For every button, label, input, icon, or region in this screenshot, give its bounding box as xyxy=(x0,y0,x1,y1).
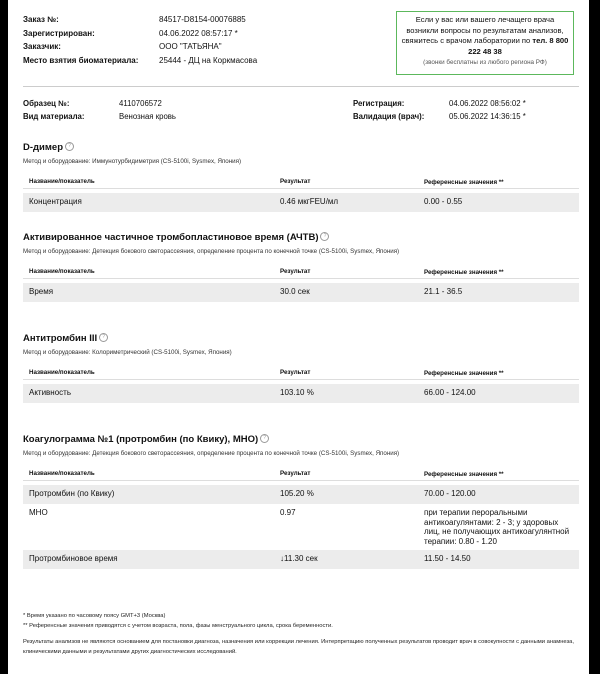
row-ref: 70.00 - 120.00 xyxy=(424,489,476,498)
footnotes xyxy=(23,612,579,657)
test-title xyxy=(23,434,579,445)
row-name: Концентрация xyxy=(29,197,82,206)
column-result-header: Результат xyxy=(280,178,311,185)
order-number-row xyxy=(23,13,257,27)
row-result: ↓11.30 сек xyxy=(280,554,318,563)
table-header xyxy=(23,268,579,279)
column-name-header: Название/показатель xyxy=(29,369,95,376)
customer-name: ООО "ТАТЬЯНА" xyxy=(159,42,222,51)
info-icon[interactable]: ? xyxy=(99,333,108,342)
footnote-reference: ** Референсные значения приводятся с учетом возраста, пола, фазы менструального цикла, срока беременности. xyxy=(23,622,333,629)
row-result: 0.97 xyxy=(280,508,296,517)
test-title-text: Антитромбин III xyxy=(23,333,98,344)
validation-label: Валидация (врач): xyxy=(353,112,425,121)
table-row xyxy=(23,384,579,403)
table-row xyxy=(23,193,579,212)
contact-box xyxy=(396,11,574,75)
row-result: 30.0 сек xyxy=(280,287,310,296)
customer-row xyxy=(23,40,257,54)
test-title-text: Коагулограмма №1 (протромбин (по Квику), МНО) xyxy=(23,434,259,445)
field-label: Заказ №: xyxy=(23,15,59,24)
table-row xyxy=(23,550,579,569)
table-row xyxy=(23,504,579,550)
registered-date: 04.06.2022 08:57:17 * xyxy=(159,28,238,38)
test-title xyxy=(23,142,579,153)
column-name-header: Название/показатель xyxy=(29,178,95,185)
table-header xyxy=(23,369,579,380)
info-icon[interactable]: ? xyxy=(260,434,269,443)
row-result: 103.10 % xyxy=(280,388,314,397)
row-name: Протромбин (по Квику) xyxy=(29,489,115,498)
test-aptt xyxy=(23,232,579,302)
column-ref-header: Референсные значения ** xyxy=(424,179,504,186)
row-ref: 66.00 - 124.00 xyxy=(424,388,476,397)
test-method: Метод и оборудование: Детекция бокового светорассеяния, определение процента по конечной точке (CS-5100i, Sysmex, Япония) xyxy=(23,450,400,457)
row-result: 105.20 % xyxy=(280,489,314,498)
row-ref: 0.00 - 0.55 xyxy=(424,197,463,206)
test-coagulogram xyxy=(23,434,579,569)
material-value: Венозная кровь xyxy=(119,112,176,121)
sampling-place-row xyxy=(23,54,257,68)
row-name: МНО xyxy=(29,508,48,517)
material-label: Вид материала: xyxy=(23,112,85,121)
column-ref-header: Референсные значения ** xyxy=(424,370,504,377)
order-number: 84517-D8154-00076885 xyxy=(159,15,246,24)
test-method: Метод и оборудование: Детекция бокового светорассеяния, определение процента по конечной точке (CS-5100i, Sysmex, Япония) xyxy=(23,248,400,255)
report-page xyxy=(8,0,589,674)
sample-number: 4110706572 xyxy=(119,99,162,108)
sample-label: Образец №: xyxy=(23,99,70,108)
table-row xyxy=(23,283,579,302)
footnote-timezone: * Время указано по часовому поясу GMT+3 (Москва) xyxy=(23,613,166,619)
column-result-header: Результат xyxy=(280,470,311,477)
row-ref: 21.1 - 36.5 xyxy=(424,287,463,296)
test-method: Метод и оборудование: Иммунотурбидиметрия (CS-5100i, Sysmex, Япония) xyxy=(23,158,242,165)
test-d-dimer xyxy=(23,142,579,212)
field-label: Зарегистрирован: xyxy=(23,28,95,38)
order-info xyxy=(23,13,257,67)
contact-phone[interactable]: тел. 8 800 222 48 38 xyxy=(468,36,569,56)
column-name-header: Название/показатель xyxy=(29,470,95,477)
contact-text: Если у вас или вашего лечащего врача возникли вопросы по результатам анализов, свяжитесь с врачом лаборатории по xyxy=(401,15,564,45)
sampling-place: 25444 - ДЦ на Коркмасова xyxy=(159,55,258,65)
registered-row xyxy=(23,27,257,41)
row-name: Время xyxy=(29,287,54,296)
test-method: Метод и оборудование: Колориметрический (CS-5100i, Sysmex, Япония) xyxy=(23,349,232,356)
column-name-header: Название/показатель xyxy=(29,268,95,275)
row-ref: при терапии пероральными антикоагулянтами: 2 - 3; у здоровых лиц, не получающих антикоагулянтной терапии: 0.80 - 1.20 xyxy=(424,508,570,546)
registration-date: 04.06.2022 08:56:02 * xyxy=(449,99,526,108)
field-label: Место взятия биоматериала: xyxy=(23,55,139,65)
disclaimer: Результаты анализов не являются основанием для постановки диагноза, назначения или коррекции лечения. Интерпретацию полученных результатов проводит врач в совокупности с данными анамнеза, клиническими данными и результатами других диагностических исследований. xyxy=(23,639,575,655)
row-ref: 11.50 - 14.50 xyxy=(424,554,471,563)
row-result: 0.46 мкгFEU/мл xyxy=(280,197,339,206)
column-ref-header: Референсные значения ** xyxy=(424,269,504,276)
info-icon[interactable]: ? xyxy=(65,142,74,151)
contact-note: (звонки бесплатны из любого региона РФ) xyxy=(423,59,547,66)
column-result-header: Результат xyxy=(280,268,311,275)
column-result-header: Результат xyxy=(280,369,311,376)
test-title xyxy=(23,232,579,243)
registration-label: Регистрация: xyxy=(353,99,405,108)
info-icon[interactable]: ? xyxy=(320,232,329,241)
test-title xyxy=(23,333,579,344)
row-name: Протромбиновое время xyxy=(29,554,118,563)
test-title-text: Активированное частичное тромбопластиновое время (АЧТВ) xyxy=(23,232,319,243)
field-label: Заказчик: xyxy=(23,42,61,51)
test-title-text: D-димер xyxy=(23,142,64,153)
test-antithrombin xyxy=(23,333,579,403)
divider xyxy=(23,86,579,87)
table-header xyxy=(23,178,579,189)
column-ref-header: Референсные значения ** xyxy=(424,471,504,478)
validation-date: 05.06.2022 14:36:15 * xyxy=(449,112,526,121)
table-row xyxy=(23,485,579,504)
table-header xyxy=(23,470,579,481)
row-name: Активность xyxy=(29,388,72,397)
